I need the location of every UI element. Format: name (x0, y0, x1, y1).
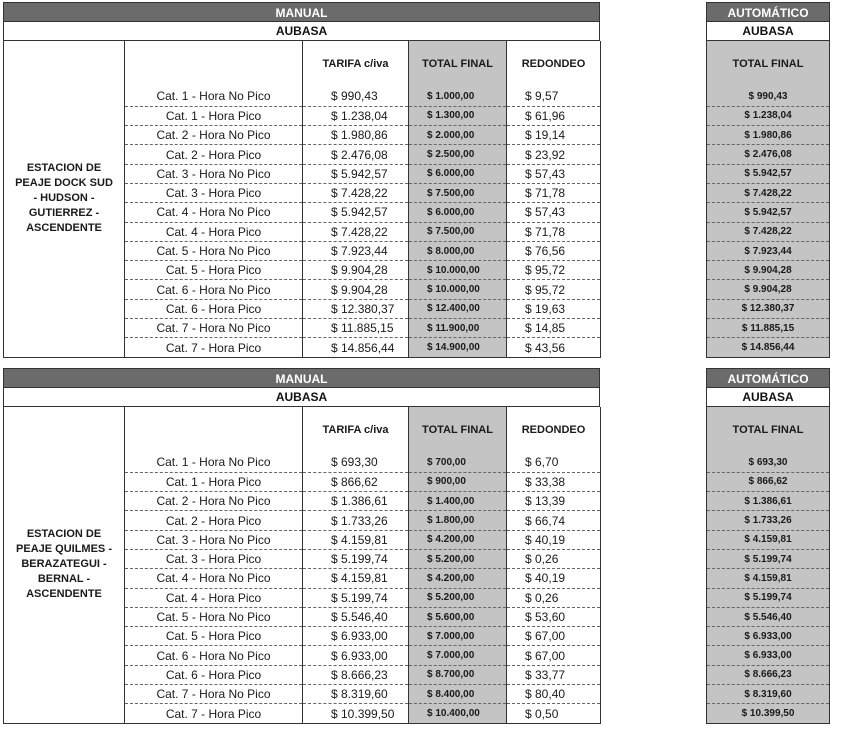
table-row (707, 126, 830, 145)
total-final-header: TOTAL FINAL (409, 41, 507, 87)
category-cell: Cat. 5 - Hora Pico (125, 261, 303, 280)
tarifa-cell: $ 5.546,40 (303, 607, 409, 626)
redondeo-cell: $ 0,26 (507, 549, 601, 568)
total-final-cell: $ 1.800,00 (409, 511, 507, 530)
redondeo-cell: $ 40,19 (507, 569, 601, 588)
company-name: AUBASA (3, 22, 600, 41)
manual-rates-table (3, 407, 601, 724)
company-name: AUBASA (3, 388, 600, 407)
category-cell: Cat. 2 - Hora No Pico (125, 126, 303, 145)
manual-rates-table (3, 41, 601, 358)
category-header (125, 407, 303, 453)
automatic-total-cell: $ 693,30 (707, 453, 830, 472)
table-row (707, 241, 830, 260)
category-cell: Cat. 1 - Hora Pico (125, 106, 303, 125)
table-row (707, 627, 830, 646)
tarifa-cell: $ 7.428,22 (303, 183, 409, 202)
redondeo-cell: $ 0,26 (507, 588, 601, 607)
redondeo-cell: $ 67,00 (507, 646, 601, 665)
redondeo-cell: $ 57,43 (507, 203, 601, 222)
automatic-total-cell: $ 4.159,81 (707, 569, 830, 588)
automatic-total-cell: $ 7.428,22 (707, 222, 830, 241)
station-name-line: GUTIERREZ - (28, 207, 100, 220)
automatic-company-name: AUBASA (706, 388, 830, 407)
category-cell: Cat. 2 - Hora Pico (125, 145, 303, 164)
category-cell: Cat. 2 - Hora No Pico (125, 492, 303, 511)
table-row (707, 280, 830, 299)
table-row (707, 261, 830, 280)
redondeo-cell: $ 95,72 (507, 280, 601, 299)
redondeo-cell: $ 13,39 (507, 492, 601, 511)
tarifa-cell: $ 5.942,57 (303, 203, 409, 222)
tarifa-cell: $ 866,62 (303, 472, 409, 491)
redondeo-cell: $ 14,85 (507, 319, 601, 338)
table-row (707, 549, 830, 568)
category-cell: Cat. 3 - Hora No Pico (125, 164, 303, 183)
header-row (4, 41, 601, 87)
automatic-total-cell: $ 10.399,50 (707, 704, 830, 723)
automatic-total-header: TOTAL FINAL (707, 41, 830, 87)
redondeo-cell: $ 0,50 (507, 704, 601, 723)
tarifa-cell: $ 9.904,28 (303, 280, 409, 299)
category-cell: Cat. 4 - Hora Pico (125, 588, 303, 607)
table-row (707, 588, 830, 607)
tarifa-cell: $ 8.666,23 (303, 665, 409, 684)
manual-title: MANUAL (3, 2, 600, 22)
automatic-table (706, 2, 830, 358)
tarifa-cell: $ 7.428,22 (303, 222, 409, 241)
automatic-total-cell: $ 5.546,40 (707, 607, 830, 626)
automatic-company-name: AUBASA (706, 22, 830, 41)
tarifa-cell: $ 12.380,37 (303, 299, 409, 318)
total-final-cell: $ 6.000,00 (409, 203, 507, 222)
redondeo-cell: $ 23,92 (507, 145, 601, 164)
automatic-total-cell: $ 9.904,28 (707, 280, 830, 299)
total-final-cell: $ 5.600,00 (409, 607, 507, 626)
category-cell: Cat. 4 - Hora No Pico (125, 203, 303, 222)
table-row (707, 685, 830, 704)
automatic-total-header: TOTAL FINAL (707, 407, 830, 453)
category-cell: Cat. 1 - Hora Pico (125, 472, 303, 491)
total-final-cell: $ 700,00 (409, 453, 507, 472)
station-name-line: PEAJE QUILMES - (16, 543, 112, 556)
table-row (707, 106, 830, 125)
automatic-total-cell: $ 5.942,57 (707, 164, 830, 183)
automatic-total-cell: $ 7.923,44 (707, 241, 830, 260)
redondeo-cell: $ 95,72 (507, 261, 601, 280)
total-final-cell: $ 5.200,00 (409, 588, 507, 607)
total-final-cell: $ 7.500,00 (409, 183, 507, 202)
automatic-total-cell: $ 8.319,60 (707, 685, 830, 704)
total-final-cell: $ 8.000,00 (409, 241, 507, 260)
automatic-total-cell: $ 1.386,61 (707, 492, 830, 511)
total-final-cell: $ 7.000,00 (409, 627, 507, 646)
station-name-line: BERAZATEGUI - (21, 558, 107, 571)
total-final-cell: $ 1.400,00 (409, 492, 507, 511)
total-final-cell: $ 900,00 (409, 472, 507, 491)
total-final-cell: $ 1.300,00 (409, 106, 507, 125)
category-cell: Cat. 5 - Hora No Pico (125, 241, 303, 260)
total-final-cell: $ 7.500,00 (409, 222, 507, 241)
total-final-cell: $ 1.000,00 (409, 87, 507, 106)
category-cell: Cat. 1 - Hora No Pico (125, 87, 303, 106)
station-name-line: ESTACION DE (26, 528, 102, 541)
automatic-total-cell: $ 5.942,57 (707, 203, 830, 222)
table-row (707, 338, 830, 357)
redondeo-cell: $ 76,56 (507, 241, 601, 260)
category-cell: Cat. 4 - Hora Pico (125, 222, 303, 241)
tarifa-cell: $ 6.933,00 (303, 646, 409, 665)
total-final-cell: $ 5.200,00 (409, 549, 507, 568)
total-final-header: TOTAL FINAL (409, 407, 507, 453)
table-row (707, 164, 830, 183)
table-row (707, 511, 830, 530)
automatic-total-cell: $ 4.159,81 (707, 530, 830, 549)
tarifa-cell: $ 4.159,81 (303, 530, 409, 549)
automatic-table (706, 368, 830, 724)
automatic-total-cell: $ 5.199,74 (707, 588, 830, 607)
redondeo-cell: $ 40,19 (507, 530, 601, 549)
table-row (707, 607, 830, 626)
manual-table (3, 2, 600, 358)
header-row (707, 41, 830, 87)
station-name-line: ASCENDENTE (26, 222, 102, 235)
redondeo-cell: $ 66,74 (507, 511, 601, 530)
total-final-cell: $ 12.400,00 (409, 299, 507, 318)
tarifa-cell: $ 8.319,60 (303, 685, 409, 704)
total-final-cell: $ 8.700,00 (409, 665, 507, 684)
category-cell: Cat. 3 - Hora Pico (125, 549, 303, 568)
tarifa-cell: $ 5.942,57 (303, 164, 409, 183)
tarifa-header: TARIFA c/iva (303, 41, 409, 87)
tarifa-cell: $ 990,43 (303, 87, 409, 106)
station-name (4, 41, 125, 357)
station-name-line: ASCENDENTE (26, 588, 102, 601)
station-name (4, 407, 125, 723)
table-row (707, 183, 830, 202)
category-cell: Cat. 3 - Hora No Pico (125, 530, 303, 549)
automatic-rates-table (706, 407, 830, 724)
tarifa-cell: $ 2.476,08 (303, 145, 409, 164)
total-final-cell: $ 4.200,00 (409, 530, 507, 549)
table-row (707, 145, 830, 164)
automatic-total-cell: $ 14.856,44 (707, 338, 830, 357)
automatic-title: AUTOMÁTICO (706, 2, 830, 22)
total-final-cell: $ 8.400,00 (409, 685, 507, 704)
redondeo-cell: $ 19,63 (507, 299, 601, 318)
tarifa-cell: $ 1.386,61 (303, 492, 409, 511)
automatic-total-cell: $ 11.885,15 (707, 319, 830, 338)
redondeo-cell: $ 57,43 (507, 164, 601, 183)
redondeo-cell: $ 61,96 (507, 106, 601, 125)
category-cell: Cat. 6 - Hora Pico (125, 299, 303, 318)
automatic-total-cell: $ 6.933,00 (707, 627, 830, 646)
redondeo-cell: $ 80,40 (507, 685, 601, 704)
tarifa-cell: $ 11.885,15 (303, 319, 409, 338)
automatic-total-cell: $ 990,43 (707, 87, 830, 106)
automatic-total-cell: $ 8.666,23 (707, 665, 830, 684)
redondeo-cell: $ 71,78 (507, 183, 601, 202)
total-final-cell: $ 7.000,00 (409, 646, 507, 665)
category-cell: Cat. 6 - Hora Pico (125, 665, 303, 684)
table-row (707, 453, 830, 472)
table-row (707, 569, 830, 588)
total-final-cell: $ 11.900,00 (409, 319, 507, 338)
total-final-cell: $ 10.400,00 (409, 704, 507, 723)
redondeo-cell: $ 6,70 (507, 453, 601, 472)
redondeo-cell: $ 33,38 (507, 472, 601, 491)
automatic-total-cell: $ 6.933,00 (707, 646, 830, 665)
table-row (707, 492, 830, 511)
tarifa-cell: $ 1.980,86 (303, 126, 409, 145)
tarifa-header: TARIFA c/iva (303, 407, 409, 453)
station-name-line: BERNAL - (37, 573, 91, 586)
tarifa-cell: $ 1.733,26 (303, 511, 409, 530)
total-final-cell: $ 2.500,00 (409, 145, 507, 164)
table-row (707, 530, 830, 549)
total-final-cell: $ 4.200,00 (409, 569, 507, 588)
manual-table (3, 368, 600, 724)
redondeo-cell: $ 19,14 (507, 126, 601, 145)
table-row (707, 472, 830, 491)
total-final-cell: $ 14.900,00 (409, 338, 507, 357)
station-name-line: - HUDSON - (33, 192, 95, 205)
tarifa-cell: $ 7.923,44 (303, 241, 409, 260)
category-cell: Cat. 7 - Hora Pico (125, 338, 303, 357)
table-row (707, 646, 830, 665)
tarifa-cell: $ 9.904,28 (303, 261, 409, 280)
category-cell: Cat. 5 - Hora No Pico (125, 607, 303, 626)
automatic-total-cell: $ 1.980,86 (707, 126, 830, 145)
automatic-total-cell: $ 1.733,26 (707, 511, 830, 530)
total-final-cell: $ 10.000,00 (409, 261, 507, 280)
table-row (707, 222, 830, 241)
header-row (707, 407, 830, 453)
station-name-line: ESTACION DE (26, 162, 102, 175)
category-cell: Cat. 2 - Hora Pico (125, 511, 303, 530)
category-cell: Cat. 1 - Hora No Pico (125, 453, 303, 472)
table-row (707, 299, 830, 318)
automatic-total-cell: $ 5.199,74 (707, 549, 830, 568)
automatic-total-cell: $ 2.476,08 (707, 145, 830, 164)
tarifa-cell: $ 10.399,50 (303, 704, 409, 723)
category-cell: Cat. 6 - Hora No Pico (125, 280, 303, 299)
tarifa-cell: $ 693,30 (303, 453, 409, 472)
table-row (707, 319, 830, 338)
redondeo-cell: $ 53,60 (507, 607, 601, 626)
table-row (707, 704, 830, 723)
redondeo-header: REDONDEO (507, 41, 601, 87)
table-row (707, 665, 830, 684)
automatic-title: AUTOMÁTICO (706, 368, 830, 388)
tarifa-cell: $ 1.238,04 (303, 106, 409, 125)
category-cell: Cat. 7 - Hora No Pico (125, 319, 303, 338)
automatic-total-cell: $ 1.238,04 (707, 106, 830, 125)
total-final-cell: $ 6.000,00 (409, 164, 507, 183)
automatic-rates-table (706, 41, 830, 358)
tarifa-cell: $ 6.933,00 (303, 627, 409, 646)
redondeo-cell: $ 9,57 (507, 87, 601, 106)
table-row (707, 203, 830, 222)
redondeo-cell: $ 43,56 (507, 338, 601, 357)
redondeo-cell: $ 67,00 (507, 627, 601, 646)
station-name-line: PEAJE DOCK SUD (15, 177, 113, 190)
category-cell: Cat. 6 - Hora No Pico (125, 646, 303, 665)
category-cell: Cat. 7 - Hora No Pico (125, 685, 303, 704)
category-cell: Cat. 5 - Hora Pico (125, 627, 303, 646)
table-row (707, 87, 830, 106)
redondeo-header: REDONDEO (507, 407, 601, 453)
redondeo-cell: $ 33,77 (507, 665, 601, 684)
automatic-total-cell: $ 9.904,28 (707, 261, 830, 280)
automatic-total-cell: $ 7.428,22 (707, 183, 830, 202)
category-cell: Cat. 4 - Hora No Pico (125, 569, 303, 588)
manual-title: MANUAL (3, 368, 600, 388)
category-header (125, 41, 303, 87)
tarifa-cell: $ 14.856,44 (303, 338, 409, 357)
header-row (4, 407, 601, 453)
redondeo-cell: $ 71,78 (507, 222, 601, 241)
tarifa-cell: $ 4.159,81 (303, 569, 409, 588)
tarifa-cell: $ 5.199,74 (303, 588, 409, 607)
tarifa-cell: $ 5.199,74 (303, 549, 409, 568)
category-cell: Cat. 3 - Hora Pico (125, 183, 303, 202)
automatic-total-cell: $ 866,62 (707, 472, 830, 491)
total-final-cell: $ 2.000,00 (409, 126, 507, 145)
category-cell: Cat. 7 - Hora Pico (125, 704, 303, 723)
total-final-cell: $ 10.000,00 (409, 280, 507, 299)
automatic-total-cell: $ 12.380,37 (707, 299, 830, 318)
